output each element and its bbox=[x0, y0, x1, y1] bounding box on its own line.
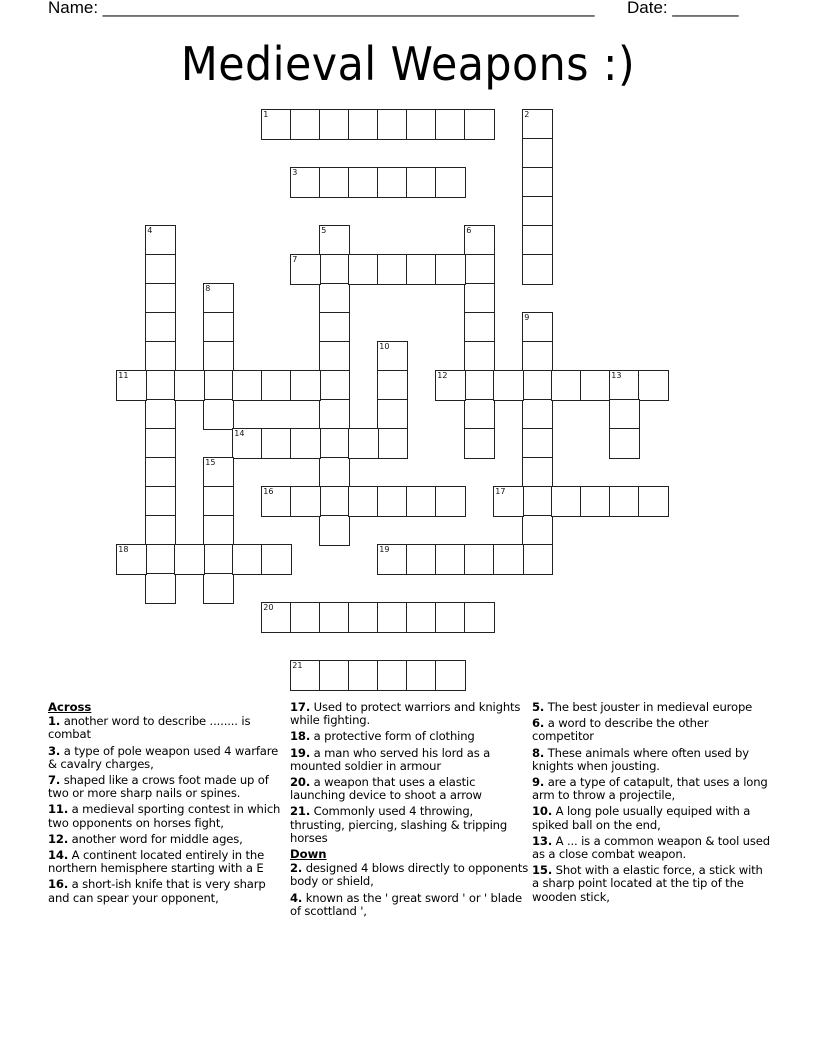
clue-down-15 bbox=[532, 864, 772, 904]
cell-number: 18 bbox=[118, 545, 129, 555]
crossword-cell[interactable] bbox=[145, 457, 176, 488]
crossword-cell[interactable] bbox=[290, 370, 321, 401]
clue-number: 15. bbox=[532, 863, 553, 878]
clue-across-20 bbox=[290, 776, 530, 802]
clue-down-5 bbox=[532, 701, 772, 714]
crossword-cell[interactable] bbox=[522, 515, 553, 546]
crossword-cell[interactable] bbox=[522, 225, 553, 256]
crossword-cell[interactable] bbox=[290, 602, 321, 633]
crossword-cell[interactable] bbox=[377, 602, 408, 633]
clue-text: are a type of catapult, that uses a long arm to throw a projectile, bbox=[532, 775, 768, 803]
crossword-cell[interactable] bbox=[638, 370, 669, 401]
crossword-cell[interactable] bbox=[261, 370, 292, 401]
crossword-cell[interactable] bbox=[464, 399, 495, 430]
clue-number: 11. bbox=[48, 802, 69, 817]
clue-across-1 bbox=[48, 715, 288, 741]
clue-number: 19. bbox=[290, 745, 311, 760]
crossword-cell[interactable] bbox=[522, 428, 553, 459]
crossword-cell[interactable] bbox=[522, 370, 553, 401]
crossword-cell[interactable] bbox=[580, 486, 611, 517]
crossword-cell[interactable] bbox=[406, 167, 437, 198]
cell-number: 16 bbox=[263, 487, 274, 497]
crossword-cell[interactable] bbox=[522, 254, 553, 285]
page-title: Medieval Weapons :) bbox=[180, 37, 636, 91]
clue-across-18 bbox=[290, 730, 530, 743]
crossword-cell[interactable] bbox=[522, 312, 553, 343]
clue-across-16 bbox=[48, 878, 288, 904]
crossword-cell[interactable] bbox=[522, 544, 553, 575]
crossword-cell[interactable] bbox=[522, 138, 553, 169]
crossword-cell[interactable] bbox=[174, 544, 205, 575]
clue-number: 6. bbox=[532, 716, 545, 731]
clue-text: The best jouster in medieval europe bbox=[544, 700, 753, 714]
clue-text: A ... is a common weapon & tool used as a close combat weapon. bbox=[532, 833, 770, 862]
crossword-cell[interactable] bbox=[464, 602, 495, 633]
crossword-cell[interactable] bbox=[319, 225, 350, 256]
crossword-cell[interactable] bbox=[377, 486, 408, 517]
crossword-cell[interactable] bbox=[319, 399, 350, 430]
crossword-cell[interactable] bbox=[319, 428, 350, 459]
down-heading: Down bbox=[290, 847, 327, 862]
crossword-cell[interactable] bbox=[464, 341, 495, 372]
crossword-cell[interactable] bbox=[464, 544, 495, 575]
crossword-cell[interactable] bbox=[406, 486, 437, 517]
crossword-cell[interactable] bbox=[203, 544, 234, 575]
clue-down-13 bbox=[532, 835, 772, 861]
clue-down-2 bbox=[290, 862, 530, 888]
clue-down-9 bbox=[532, 776, 772, 802]
crossword-cell[interactable] bbox=[464, 254, 495, 285]
clue-number: 2. bbox=[290, 861, 303, 876]
crossword-cell[interactable] bbox=[145, 515, 176, 546]
crossword-cell[interactable] bbox=[522, 196, 553, 227]
crossword-cell[interactable] bbox=[232, 428, 263, 459]
crossword-cell[interactable] bbox=[290, 254, 321, 285]
cell-number: 17 bbox=[495, 487, 506, 497]
crossword-cell[interactable] bbox=[319, 602, 350, 633]
crossword-cell[interactable] bbox=[377, 660, 408, 691]
crossword-cell[interactable] bbox=[406, 602, 437, 633]
crossword-cell[interactable] bbox=[522, 399, 553, 430]
crossword-cell[interactable] bbox=[464, 312, 495, 343]
crossword-cell[interactable] bbox=[609, 370, 640, 401]
crossword-cell[interactable] bbox=[435, 109, 466, 140]
crossword-cell[interactable] bbox=[203, 283, 234, 314]
cell-number: 14 bbox=[234, 429, 245, 439]
crossword-cell[interactable] bbox=[174, 370, 205, 401]
crossword-cell[interactable] bbox=[377, 370, 408, 401]
crossword-cell[interactable] bbox=[203, 370, 234, 401]
clue-number: 5. bbox=[532, 700, 545, 714]
clue-text: a protective form of clothing bbox=[310, 729, 475, 744]
crossword-cell[interactable] bbox=[348, 660, 379, 691]
clue-text: a medieval sporting contest in which two opponents on horses fight, bbox=[48, 802, 281, 830]
crossword-cell[interactable] bbox=[319, 370, 350, 401]
clue-number: 7. bbox=[48, 773, 61, 788]
crossword-cell[interactable] bbox=[145, 399, 176, 430]
crossword-cell[interactable] bbox=[406, 544, 437, 575]
crossword-cell[interactable] bbox=[522, 109, 553, 140]
clue-number: 9. bbox=[532, 775, 545, 790]
crossword-cell[interactable] bbox=[377, 109, 408, 140]
cell-number: 15 bbox=[205, 458, 216, 468]
crossword-cell[interactable] bbox=[435, 370, 466, 401]
clue-text: a man who served his lord as a mounted soldier in armour bbox=[290, 745, 491, 773]
cell-number: 3 bbox=[292, 168, 298, 178]
cell-number: 13 bbox=[611, 371, 622, 381]
cell-number: 6 bbox=[466, 226, 472, 236]
clue-across-12 bbox=[48, 833, 288, 846]
crossword-cell[interactable] bbox=[116, 544, 147, 575]
date-field-label: Date: _______ bbox=[627, 0, 739, 17]
crossword-cell[interactable] bbox=[319, 109, 350, 140]
crossword-cell[interactable] bbox=[464, 225, 495, 256]
crossword-cell[interactable] bbox=[261, 544, 292, 575]
crossword-cell[interactable] bbox=[261, 428, 292, 459]
crossword-cell[interactable] bbox=[377, 167, 408, 198]
clue-text: a word to describe the other competitor bbox=[532, 716, 709, 744]
clue-number: 18. bbox=[290, 729, 311, 744]
crossword-cell[interactable] bbox=[203, 515, 234, 546]
crossword-cell[interactable] bbox=[203, 457, 234, 488]
crossword-cell[interactable] bbox=[435, 167, 466, 198]
crossword-cell[interactable] bbox=[551, 370, 582, 401]
crossword-cell[interactable] bbox=[377, 254, 408, 285]
clue-text: known as the ' great sword ' or ' blade of scottland ', bbox=[290, 890, 522, 918]
clue-down-10 bbox=[532, 805, 772, 831]
crossword-cell[interactable] bbox=[319, 486, 350, 517]
cell-number: 8 bbox=[205, 284, 211, 294]
crossword-cell[interactable] bbox=[377, 341, 408, 372]
crossword-cell[interactable] bbox=[290, 109, 321, 140]
crossword-cell[interactable] bbox=[145, 225, 176, 256]
crossword-cell[interactable] bbox=[203, 573, 234, 604]
clue-text: a weapon that uses a elastic launching device to shoot a arrow bbox=[290, 775, 482, 803]
crossword-cell[interactable] bbox=[348, 109, 379, 140]
cell-number: 12 bbox=[437, 371, 448, 381]
cell-number: 4 bbox=[147, 226, 153, 236]
crossword-cell[interactable] bbox=[464, 370, 495, 401]
crossword-cell[interactable] bbox=[319, 457, 350, 488]
clue-text: Commonly used 4 throwing, thrusting, piercing, slashing & tripping horses bbox=[290, 804, 508, 845]
crossword-cell[interactable] bbox=[348, 167, 379, 198]
name-field-label: Name: ____________________________________________________ bbox=[48, 0, 595, 17]
crossword-cell[interactable] bbox=[203, 399, 234, 430]
clue-text: another word for middle ages, bbox=[68, 831, 243, 846]
cell-number: 7 bbox=[292, 255, 298, 265]
cell-number: 21 bbox=[292, 661, 303, 671]
crossword-cell[interactable] bbox=[435, 486, 466, 517]
clue-number: 16. bbox=[48, 877, 69, 892]
crossword-cell[interactable] bbox=[348, 428, 379, 459]
clue-number: 20. bbox=[290, 775, 311, 790]
crossword-cell[interactable] bbox=[464, 109, 495, 140]
cell-number: 11 bbox=[118, 371, 129, 381]
crossword-cell[interactable] bbox=[493, 544, 524, 575]
crossword-cell[interactable] bbox=[522, 457, 553, 488]
crossword-cell[interactable] bbox=[145, 486, 176, 517]
clue-number: 17. bbox=[290, 700, 311, 714]
clues-column-1 bbox=[48, 701, 288, 908]
crossword-cell[interactable] bbox=[319, 167, 350, 198]
crossword-cell[interactable] bbox=[609, 399, 640, 430]
clue-text: Shot with a elastic force, a stick with a sharp point located at the tip of the wooden stick, bbox=[532, 863, 763, 904]
crossword-cell[interactable] bbox=[377, 544, 408, 575]
clue-text: a type of pole weapon used 4 warfare & cavalry charges, bbox=[48, 743, 279, 771]
cell-number: 19 bbox=[379, 545, 390, 555]
clue-across-21 bbox=[290, 805, 530, 845]
crossword-cell[interactable] bbox=[203, 486, 234, 517]
crossword-cell[interactable] bbox=[261, 486, 292, 517]
clue-number: 12. bbox=[48, 831, 69, 846]
crossword-cell[interactable] bbox=[319, 283, 350, 314]
clue-number: 3. bbox=[48, 743, 61, 758]
crossword-cell[interactable] bbox=[406, 254, 437, 285]
crossword-cell[interactable] bbox=[319, 660, 350, 691]
crossword-cell[interactable] bbox=[145, 544, 176, 575]
crossword-cell[interactable] bbox=[319, 254, 350, 285]
clue-across-11 bbox=[48, 803, 288, 829]
clues-column-2 bbox=[290, 701, 530, 921]
crossword-cell[interactable] bbox=[435, 602, 466, 633]
crossword-cell[interactable] bbox=[319, 341, 350, 372]
clue-number: 10. bbox=[532, 804, 553, 819]
crossword-cell[interactable] bbox=[580, 370, 611, 401]
cell-number: 2 bbox=[524, 110, 530, 120]
clue-across-3 bbox=[48, 745, 288, 771]
cell-number: 1 bbox=[263, 110, 269, 120]
crossword-cell[interactable] bbox=[145, 283, 176, 314]
clue-text: shaped like a crows foot made up of two or more sharp nails or spines. bbox=[48, 773, 269, 801]
crossword-cell[interactable] bbox=[348, 486, 379, 517]
clue-across-19 bbox=[290, 747, 530, 773]
clue-down-8 bbox=[532, 747, 772, 773]
clue-text: another word to describe ........ is combat bbox=[48, 714, 251, 742]
clue-across-17 bbox=[290, 701, 530, 727]
crossword-cell[interactable] bbox=[522, 341, 553, 372]
clue-text: These animals where often used by knights when jousting. bbox=[532, 745, 749, 773]
clue-text: a short-ish knife that is very sharp and can spear your opponent, bbox=[48, 877, 266, 905]
crossword-cell[interactable] bbox=[290, 660, 321, 691]
crossword-cell[interactable] bbox=[319, 515, 350, 546]
clues-column-3 bbox=[532, 701, 772, 907]
crossword-cell[interactable] bbox=[290, 167, 321, 198]
crossword-cell[interactable] bbox=[203, 341, 234, 372]
crossword-cell[interactable] bbox=[348, 602, 379, 633]
crossword-cell[interactable] bbox=[464, 283, 495, 314]
crossword-cell[interactable] bbox=[377, 399, 408, 430]
clue-number: 14. bbox=[48, 848, 69, 863]
clue-number: 21. bbox=[290, 804, 311, 819]
crossword-cell[interactable] bbox=[435, 544, 466, 575]
crossword-cell[interactable] bbox=[638, 486, 669, 517]
clue-down-4 bbox=[290, 892, 530, 918]
crossword-cell[interactable] bbox=[435, 660, 466, 691]
clue-down-6 bbox=[532, 717, 772, 743]
crossword-cell[interactable] bbox=[522, 167, 553, 198]
crossword-cell[interactable] bbox=[522, 486, 553, 517]
clue-across-14 bbox=[48, 849, 288, 875]
across-heading: Across bbox=[48, 700, 92, 714]
clue-number: 13. bbox=[532, 833, 553, 848]
crossword-cell[interactable] bbox=[319, 312, 350, 343]
crossword-cell[interactable] bbox=[145, 428, 176, 459]
cell-number: 5 bbox=[321, 226, 327, 236]
crossword-cell[interactable] bbox=[348, 254, 379, 285]
crossword-cell[interactable] bbox=[261, 109, 292, 140]
clue-number: 1. bbox=[48, 714, 61, 729]
crossword-cell[interactable] bbox=[493, 486, 524, 517]
crossword-cell[interactable] bbox=[203, 312, 234, 343]
crossword-cell[interactable] bbox=[609, 486, 640, 517]
crossword-cell[interactable] bbox=[145, 254, 176, 285]
crossword-cell[interactable] bbox=[116, 370, 147, 401]
clue-text: designed 4 blows directly to opponents body or shield, bbox=[290, 861, 529, 889]
crossword-cell[interactable] bbox=[145, 312, 176, 343]
clue-number: 4. bbox=[290, 890, 303, 905]
clue-text: A continent located entirely in the northern hemisphere starting with a E bbox=[48, 848, 265, 876]
crossword-cell[interactable] bbox=[435, 254, 466, 285]
crossword-cell[interactable] bbox=[609, 428, 640, 459]
crossword-cell[interactable] bbox=[290, 428, 321, 459]
cell-number: 10 bbox=[379, 342, 390, 352]
clue-text: Used to protect warriors and knights while fighting. bbox=[290, 700, 521, 728]
crossword-cell[interactable] bbox=[493, 370, 524, 401]
crossword-cell[interactable] bbox=[261, 602, 292, 633]
crossword-cell[interactable] bbox=[406, 660, 437, 691]
cell-number: 20 bbox=[263, 603, 274, 613]
crossword-cell[interactable] bbox=[406, 109, 437, 140]
crossword-cell[interactable] bbox=[145, 370, 176, 401]
clue-across-7 bbox=[48, 774, 288, 800]
crossword-cell[interactable] bbox=[464, 428, 495, 459]
crossword-cell[interactable] bbox=[232, 370, 263, 401]
crossword-cell[interactable] bbox=[290, 486, 321, 517]
crossword-cell[interactable] bbox=[232, 544, 263, 575]
crossword-cell[interactable] bbox=[145, 573, 176, 604]
crossword-cell[interactable] bbox=[145, 341, 176, 372]
clue-number: 8. bbox=[532, 745, 545, 760]
clue-text: A long pole usually equiped with a spiked ball on the end, bbox=[532, 804, 751, 832]
crossword-cell[interactable] bbox=[377, 428, 408, 459]
crossword-cell[interactable] bbox=[551, 486, 582, 517]
cell-number: 9 bbox=[524, 313, 530, 323]
